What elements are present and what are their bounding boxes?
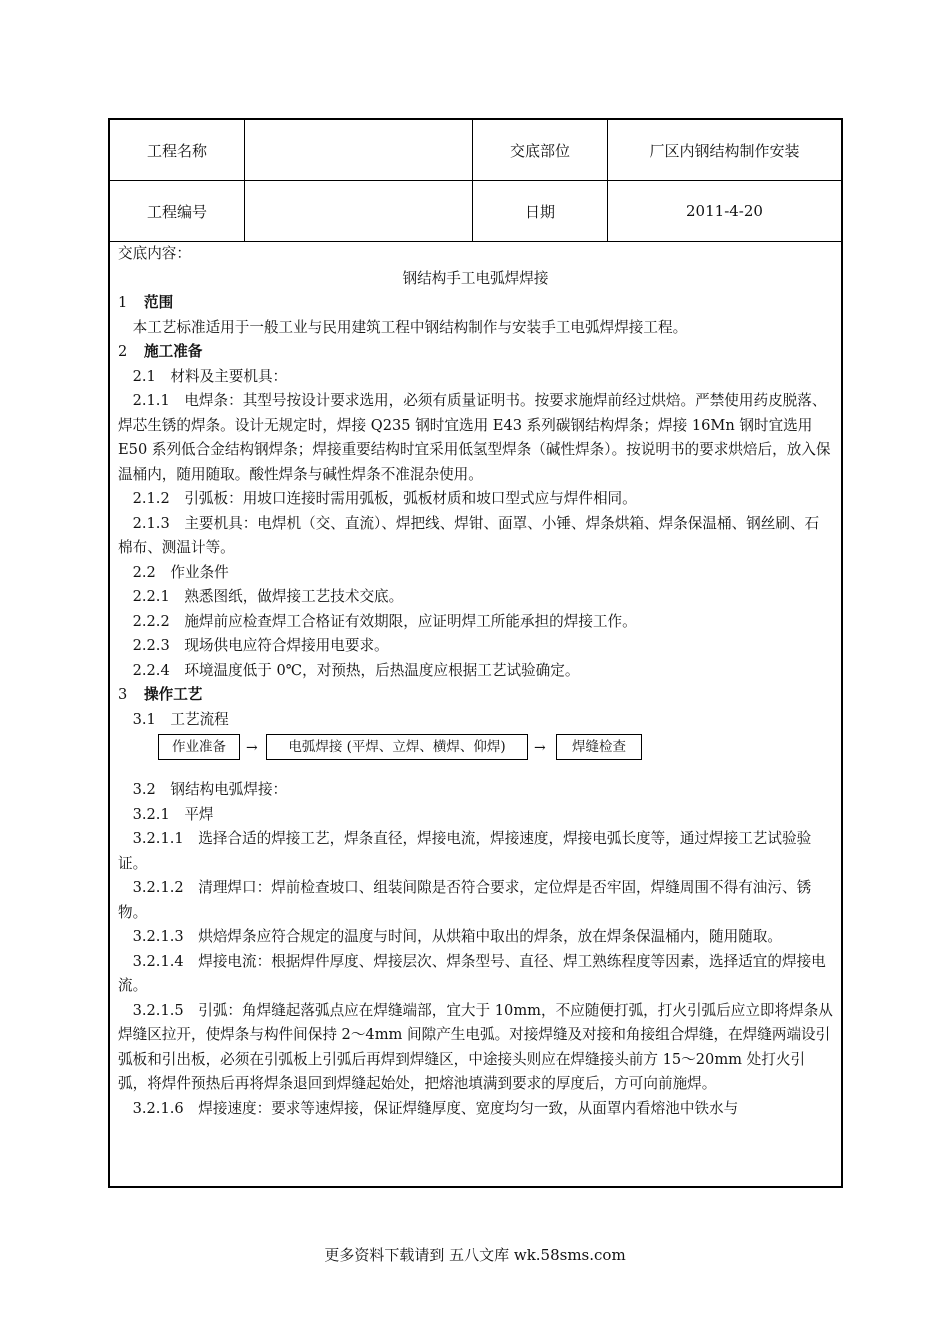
paragraph: 2.1.1 电焊条：其型号按设计要求选用，必须有质量证明书。按要求施焊前经过烘焙。严禁使用药皮脱落、焊芯生锈的焊条。设计无规定时，焊接 Q235 钢时宜选用 E43 系列碳钢结构焊条；焊接 16Mn 钢时宜选用 E50 系列低合金结构钢焊条；焊接重要结构时宜采用低氢型焊条（碱性焊条）。按说明书的要求烘焙后，放入保温桶内，随用随取。酸性焊条与碱性焊条不准混杂使用。 bbox=[118, 392, 831, 483]
arrow-right-icon: → bbox=[246, 740, 258, 756]
project-number-label: 工程编号 bbox=[110, 181, 245, 241]
paragraph: 2.2.2 施焊前应检查焊工合格证有效期限，应证明焊工所能承担的焊接工作。 bbox=[132, 612, 637, 630]
disclosure-content bbox=[110, 242, 841, 1121]
document-title: 钢结构手工电弧焊焊接 bbox=[402, 269, 549, 287]
flow-step-prepare: 作业准备 bbox=[158, 734, 240, 760]
date-label: 日期 bbox=[473, 181, 608, 241]
flow-step-welding: 电弧焊接 (平焊、立焊、横焊、仰焊) bbox=[266, 734, 528, 760]
section-heading-2 bbox=[118, 340, 833, 365]
paragraph: 2.1.2 引弧板：用坡口连接时需用弧板，弧板材质和坡口型式应与焊件相同。 bbox=[132, 490, 637, 507]
paragraph: 本工艺标准适用于一般工业与民用建筑工程中钢结构制作与安装手工电弧焊焊接工程。 bbox=[132, 318, 688, 336]
section-title: 范围 bbox=[144, 294, 174, 311]
paragraph: 2.2.1 熟悉图纸，做焊接工艺技术交底。 bbox=[132, 588, 404, 605]
paragraph: 2.2.3 现场供电应符合焊接用电要求。 bbox=[132, 637, 389, 654]
flow-step-inspection: 焊缝检查 bbox=[556, 734, 642, 760]
section-heading-1 bbox=[118, 291, 833, 316]
header-row-1 bbox=[110, 120, 841, 181]
project-name-label: 工程名称 bbox=[110, 120, 245, 180]
paragraph: 3.2.1 平焊 bbox=[132, 805, 214, 823]
date-value: 2011-4-20 bbox=[686, 202, 763, 220]
section-title: 施工准备 bbox=[144, 343, 203, 360]
section-number: 3 bbox=[118, 686, 128, 703]
paragraph: 3.2.1.1 选择合适的焊接工艺，焊条直径，焊接电流，焊接速度，焊接电弧长度等，通过焊接工艺试验验证。 bbox=[118, 830, 812, 872]
section-number: 1 bbox=[118, 294, 128, 311]
paragraph: 2.2 作业条件 bbox=[132, 563, 229, 581]
content-intro: 交底内容： bbox=[118, 245, 191, 262]
form-header bbox=[110, 120, 841, 242]
paragraph: 3.2.1.6 焊接速度：要求等速焊接，保证焊缝厚度、宽度均匀一致，从面罩内看熔池中铁水与 bbox=[132, 1099, 739, 1117]
header-row-2 bbox=[110, 181, 841, 242]
disclosure-location-value: 厂区内钢结构制作安装 bbox=[649, 141, 800, 160]
project-number-value bbox=[245, 181, 473, 241]
paragraph: 3.2.1.2 清理焊口：焊前检查坡口、组装间隙是否符合要求，定位焊是否牢固，焊缝周围不得有油污、锈物。 bbox=[118, 879, 812, 921]
paragraph: 3.1 工艺流程 bbox=[132, 710, 229, 728]
disclosure-form bbox=[108, 118, 843, 1188]
paragraph: 3.2.1.3 烘焙焊条应符合规定的温度与时间，从烘箱中取出的焊条，放在焊条保温桶内，随用随取。 bbox=[132, 928, 782, 945]
paragraph: 3.2.1.5 引弧：角焊缝起落弧点应在焊缝端部，宜大于 10mm，不应随便打弧，打火引弧后应立即将焊条从焊缝区拉开，使焊条与构件间保持 2～4mm 间隙产生电弧。对接焊缝及对接和角接组合焊缝，在焊缝两端设引弧板和引出板，必须在引弧板上引弧后再焊到焊缝区，中途接头则应在焊缝接头前方 15～20mm 处打火引弧，将焊件预热后再将焊条退回到焊缝起始处，把熔池填满到要求的厚度后，方可向前施焊。 bbox=[118, 1001, 833, 1092]
paragraph: 3.2 钢结构电弧焊接： bbox=[132, 781, 288, 798]
footer-download-link[interactable]: 更多资料下载请到 五八文库 wk.58sms.com bbox=[324, 1246, 626, 1264]
process-flow bbox=[158, 732, 833, 778]
arrow-right-icon: → bbox=[534, 740, 546, 756]
paragraph: 3.2.1.4 焊接电流：根据焊件厚度、焊接层次、焊条型号、直径、焊工熟练程度等因素，选择适宜的焊接电流。 bbox=[118, 952, 826, 994]
paragraph: 2.1.3 主要机具：电焊机（交、直流）、焊把线、焊钳、面罩、小锤、焊条烘箱、焊条保温桶、钢丝刷、石棉布、测温计等。 bbox=[118, 514, 820, 556]
paragraph: 2.2.4 环境温度低于 0℃，对预热，后热温度应根据工艺试验确定。 bbox=[132, 661, 580, 679]
disclosure-location-label: 交底部位 bbox=[473, 120, 608, 180]
section-title: 操作工艺 bbox=[144, 686, 203, 703]
section-heading-3 bbox=[118, 683, 833, 708]
section-number: 2 bbox=[118, 343, 128, 360]
paragraph: 2.1 材料及主要机具： bbox=[132, 367, 288, 385]
project-name-value bbox=[245, 120, 473, 180]
